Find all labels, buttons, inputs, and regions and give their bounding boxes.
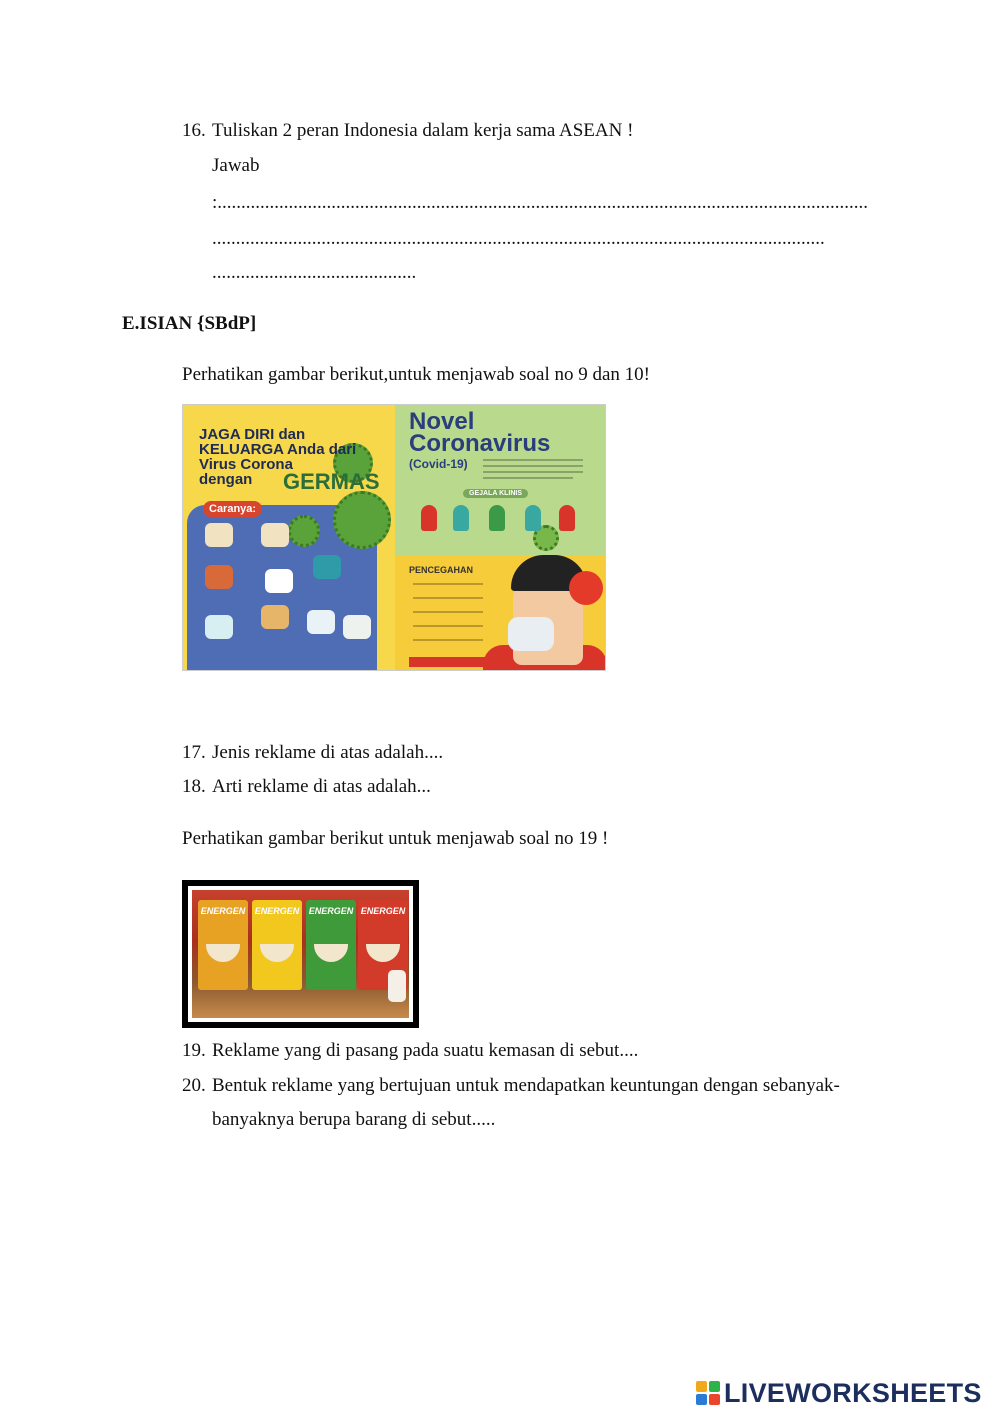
question-number: 18.	[182, 776, 206, 797]
logo-block	[709, 1381, 720, 1392]
logo-text: LIVEWORKSHEETS	[724, 1377, 982, 1408]
question-number: 20.	[182, 1075, 206, 1096]
market-icon	[261, 605, 289, 629]
bowl-icon	[206, 944, 240, 962]
energen-box	[306, 900, 356, 990]
text-line	[483, 471, 583, 473]
virus-icon	[288, 515, 320, 547]
question-text: Tuliskan 2 peran Indonesia dalam kerja sama ASEAN !	[212, 120, 634, 141]
instruction-poster: Perhatikan gambar berikut,untuk menjawab soal no 9 dan 10!	[182, 364, 651, 385]
text-line	[413, 597, 483, 599]
logo-block	[709, 1394, 720, 1405]
person-icon	[525, 505, 541, 531]
house-icon	[205, 565, 233, 589]
vaccine-badge-icon	[569, 571, 603, 605]
mask-icon	[343, 615, 371, 639]
logo-blocks-icon	[696, 1381, 720, 1405]
poster-right-headline: Novel Coronavirus	[409, 408, 551, 457]
energen-box	[198, 900, 248, 990]
energen-product-image	[182, 880, 419, 1028]
logo-block	[696, 1394, 707, 1405]
question-19	[182, 1040, 638, 1062]
answer-line-2[interactable]: .................................................................................................................................	[212, 228, 825, 249]
question-text: Jenis reklame di atas adalah....	[212, 742, 444, 763]
exercise-icon	[261, 523, 289, 547]
question-20-continuation: banyaknya berupa barang di sebut.....	[212, 1109, 496, 1130]
person-icon	[421, 505, 437, 531]
energen-scene	[192, 890, 409, 1018]
bowl-icon	[314, 944, 348, 962]
section-title: E.ISIAN {SBdP]	[122, 313, 257, 334]
answer-line-3[interactable]: ...........................................	[212, 262, 417, 283]
person-icon	[559, 505, 575, 531]
question-text: Reklame yang di pasang pada suatu kemasan di sebut....	[212, 1040, 639, 1061]
answer-line-1[interactable]: :.........................................................................................................................................	[212, 192, 869, 213]
logo-block	[696, 1381, 707, 1392]
handwash-icon	[313, 555, 341, 579]
no-smoking-icon	[265, 569, 293, 593]
covid-poster-image	[182, 404, 606, 671]
water-icon	[205, 615, 233, 639]
virus-icon	[333, 491, 391, 549]
poster-right-subheadline: (Covid-19)	[409, 457, 468, 471]
poster-gejala-label: GEJALA KLINIS	[463, 489, 528, 498]
instruction-energen: Perhatikan gambar berikut untuk menjawab soal no 19 !	[182, 828, 609, 849]
question-number: 19.	[182, 1040, 206, 1061]
question-20	[182, 1075, 840, 1097]
question-number: 17.	[182, 742, 206, 763]
bowl-icon	[366, 944, 400, 962]
text-line	[483, 459, 583, 461]
text-line	[413, 611, 483, 613]
milk-bottle-icon	[388, 970, 406, 1002]
question-number: 16.	[182, 120, 206, 141]
text-line	[483, 477, 573, 479]
question-text: Arti reklame di atas adalah...	[212, 776, 431, 797]
person-icon	[453, 505, 469, 531]
energen-box	[252, 900, 302, 990]
question-16	[182, 120, 633, 142]
poster-caranya-label: Caranya:	[203, 501, 262, 517]
question-18	[182, 776, 431, 798]
energen-brand-label: ENERGEN	[308, 906, 354, 916]
liveworksheets-logo[interactable]	[696, 1378, 982, 1408]
poster-germas-label: GERMAS	[283, 469, 380, 494]
poster-left-headline: JAGA DIRI dan KELUARGA Anda dari Virus Corona dengan	[199, 426, 357, 488]
energen-brand-label: ENERGEN	[254, 906, 300, 916]
text-line	[413, 639, 483, 641]
text-line	[483, 465, 583, 467]
question-text: Bentuk reklame yang bertujuan untuk mendapatkan keuntungan dengan sebanyak-	[212, 1075, 840, 1096]
hospital-icon	[307, 610, 335, 634]
energen-brand-label: ENERGEN	[360, 906, 406, 916]
answer-label: Jawab	[212, 155, 260, 176]
face-mask-icon	[508, 617, 554, 651]
bowl-icon	[260, 944, 294, 962]
energen-brand-label: ENERGEN	[200, 906, 246, 916]
poster-pencegahan-label: PENCEGAHAN	[409, 565, 474, 575]
text-line	[413, 625, 483, 627]
question-17	[182, 742, 443, 764]
person-icon	[489, 505, 505, 531]
text-line	[413, 583, 483, 585]
food-icon	[205, 523, 233, 547]
